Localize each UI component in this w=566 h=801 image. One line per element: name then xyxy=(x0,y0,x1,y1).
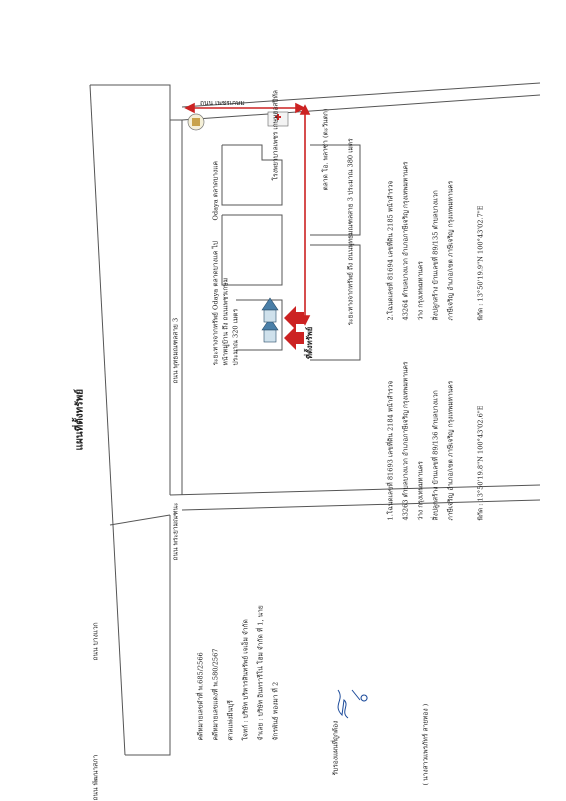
deed1-line2: 43263 ตำบลบางแวก อำเภอภาษีเจริญ กรุงเทพมหานคร xyxy=(401,361,410,521)
case-line6: จักรพันธ์ ทองมา ที่ 2 xyxy=(271,681,280,741)
deed2-coords: พิกัด : 13°50'19.9"N 100°43'02.7"E xyxy=(476,205,485,321)
distance-odaya-1: ระยะทางจากทรัพย์ Odaya ตลาดบางแค ไป xyxy=(211,241,220,366)
deed2-line3: ว่าง กรุงเทพมหานคร xyxy=(416,261,425,321)
signer-name: ( นางสาวแพรภัทร์ สายทอง ) xyxy=(421,703,430,786)
case-line3: ศาลแพ่งมีนบุรี xyxy=(226,700,235,741)
road-label-bang-waek: ถนน บางแวก xyxy=(91,622,100,661)
deed1-line4: สิ่งปลูกสร้าง บ้านเลขที่ 89/136 ตำบลบางแวก xyxy=(431,390,440,521)
certify-label: รับรองแผนที่ถูกต้อง xyxy=(331,720,340,776)
distance-odaya-3: ประมาณ 320 เมตร xyxy=(231,308,240,366)
distance-to-main: ระยะทางจากทรัพย์ ถึง ถนนพุทธมณฑลสาย 3 ประมาณ 380 เมตร xyxy=(346,138,355,326)
odaya-label: Odaya ตลาดบางแค xyxy=(211,161,220,221)
deed1-line3: ว่าง กรุงเทพมหานคร xyxy=(416,461,425,521)
property-label: ที่ตั้งทรัพย์ xyxy=(305,326,314,359)
deed1-line1: 1.โฉนดเลขที่ 81693 เลขที่ดิน 2184 หน้าสำรวจ xyxy=(386,380,395,521)
case-line1: คดีหมายเลขดำที่ พ.685/2566 xyxy=(196,652,205,741)
map-title: แผนที่ตั้งทรัพย์ xyxy=(74,388,86,451)
signature-mark xyxy=(338,690,367,718)
distance-odaya-2: หน้าหมู่บ้าน ถึง ถนนเพชรเกษม xyxy=(221,277,230,366)
deed2-line4: สิ่งปลูกสร้าง บ้านเลขที่ 89/135 ตำบลบางแวก xyxy=(431,190,440,321)
road-label-phatthanasap: ถนน พัฒนาสภา xyxy=(91,754,100,801)
case-line5: จำเลย : บริษัท อินทรารีโน่ โฮม จำกัด ที่ 1, นาย xyxy=(256,605,265,741)
road-label-phetkasem: ถนน เพชรเกษม xyxy=(200,99,245,107)
deed1-line5: ภาษีเจริญ อำเภอ/เขต ภาษีเจริญ กรุงเทพมหานคร xyxy=(446,380,455,521)
hospital-label: โรงพยาบาลเพชร เกษมฮอสปิทัล xyxy=(271,90,280,181)
case-line2: คดีหมายเลขแดงที่ พ.580/2567 xyxy=(211,648,220,741)
deed2-line1: 2.โฉนดเลขที่ 81694 เลขที่ดิน 2185 หน้าสำรวจ xyxy=(386,180,395,321)
odaya-logo-icon xyxy=(188,114,204,130)
property-houses xyxy=(262,298,304,350)
market-label: ตลาด โอ. พลาซ่า (ตะวันตก) xyxy=(321,108,330,191)
deed1-coords: พิกัด : 13°50'19.8"N 100°43'02.6"E xyxy=(476,405,485,521)
deed2-line5: ภาษีเจริญ อำเภอ/เขต ภาษีเจริญ กรุงเทพมหานคร xyxy=(446,180,455,321)
road-label-bang-phrom: ถนน พระยามณฑนะ xyxy=(171,502,180,561)
village-blocks xyxy=(222,145,360,360)
road-label-phuttha: ถนน พุทธมณฑลสาย 3 xyxy=(171,317,180,384)
road-lines xyxy=(90,83,540,755)
deed2-line2: 43264 ตำบลบางแวก อำเภอภาษีเจริญ กรุงเทพมหานคร xyxy=(401,161,410,321)
case-line4: โจทก์ : บริษัท บริหารสินทรัพย์ เจเอ็ม จำกัด xyxy=(241,619,250,741)
